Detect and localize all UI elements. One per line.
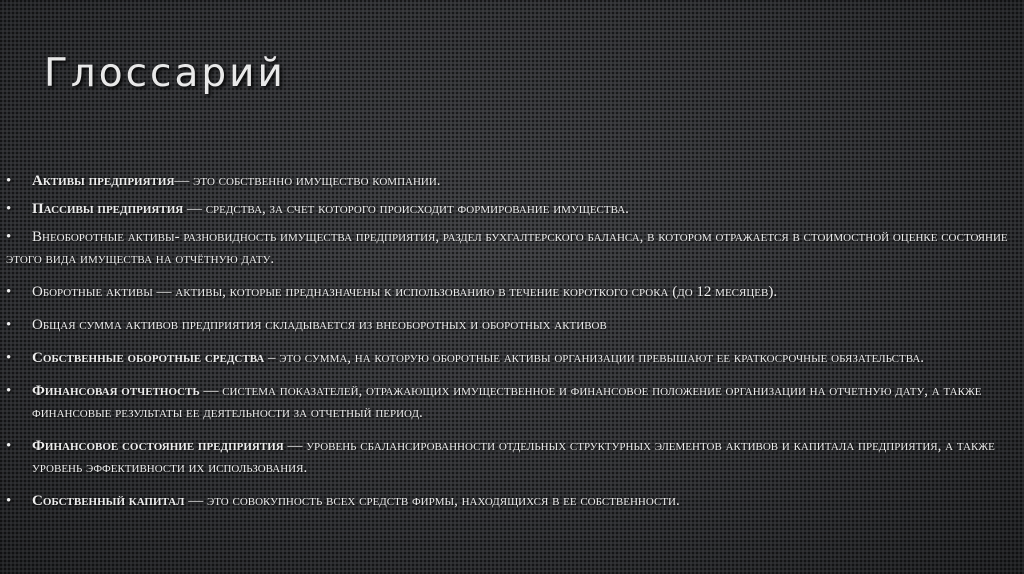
glossary-item (6, 281, 1020, 303)
glossary-definition: — система показателей, отражающих имущественное и финансовое положение организации на отчетную дату, а также финансовые результаты ее деятельности за отчетный период. (32, 383, 982, 421)
glossary-definition: — это совокупность всех средств фирмы, находящихся в ее собственности. (184, 493, 680, 509)
bullet: • (6, 201, 12, 217)
glossary-list (6, 170, 1020, 518)
glossary-item (6, 435, 1020, 479)
glossary-definition: — средства, за счет которого происходит формирование имущества. (183, 201, 629, 217)
glossary-item (6, 170, 1020, 192)
glossary-definition: — это собственно имущество компании. (174, 173, 441, 189)
glossary-item (6, 226, 1020, 270)
glossary-item (6, 314, 1020, 336)
bullet: • (6, 229, 12, 245)
bullet: • (6, 317, 12, 333)
glossary-definition: Внеоборотные активы- разновидность имущества предприятия, раздел бухгалтерского баланса, в котором отражается в стоимостной оценке состояние этого вида имущества на отчётную дату. (6, 229, 1008, 267)
glossary-item (6, 490, 1020, 512)
bullet: • (6, 173, 12, 189)
bullet: • (6, 284, 12, 300)
glossary-term: Активы предприятия (32, 173, 175, 189)
glossary-term: Финансовая отчетность (32, 383, 200, 399)
glossary-definition: – это сумма, на которую оборотные активы организации превышают ее краткосрочные обязательства. (264, 350, 925, 366)
glossary-definition: Оборотные активы — активы, которые предназначены к использованию в течение короткого срока (до 12 месяцев). (32, 284, 778, 300)
bullet: • (6, 493, 12, 509)
glossary-item (6, 198, 1020, 220)
glossary-definition: — уровень сбалансированности отдельных структурных элементов активов и капитала предприятия, а также уровень эффективности их использования. (32, 438, 995, 476)
glossary-term: Собственный капитал (32, 493, 185, 509)
glossary-term: Пассивы предприятия (32, 201, 184, 217)
glossary-term: Собственные оборотные средства (32, 350, 265, 366)
slide-title: Глоссарий (44, 51, 286, 96)
glossary-term: Финансовое состояние предприятия (32, 438, 284, 454)
bullet: • (6, 438, 12, 454)
glossary-item (6, 380, 1020, 424)
glossary-definition: Общая сумма активов предприятия складывается из внеоборотных и оборотных активов (32, 317, 607, 333)
glossary-item (6, 347, 1020, 369)
bullet: • (6, 383, 12, 399)
bullet: • (6, 350, 12, 366)
